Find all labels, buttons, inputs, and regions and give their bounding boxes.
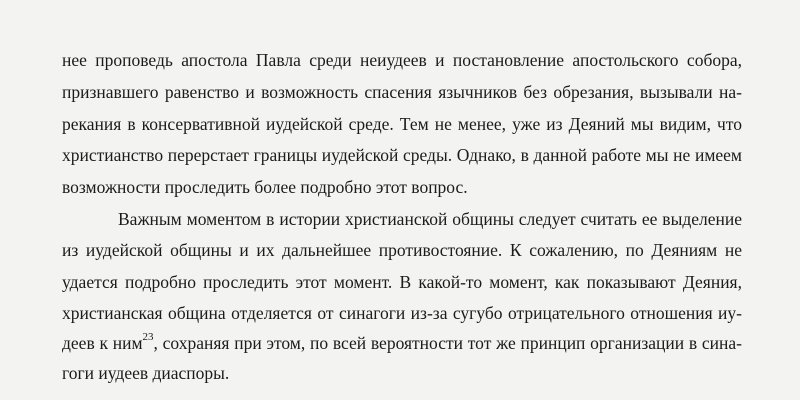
text-line: возможности проследить более подробно этот вопрос. [62,177,468,197]
text-line: из иудейской общины и их дальнейшее противостояние. К сожалению, по Деяниям не [62,240,742,260]
text-line: гоги иудеев диаспоры. [62,363,230,383]
text-segment: деев к ним [62,333,143,353]
text-line: Важным моментом в истории христианской общины следует считать ее выделение [118,209,742,229]
text-line: удается подробно проследить этот момент. В какой-то момент, как показывают Деяния, [62,272,742,292]
text-line: рекания в консервативной иудейской среде. Тем не менее, уже из Деяний мы видим, что [62,114,742,134]
footnote-reference[interactable]: 23 [142,331,154,344]
text-line: христианство перерстает границы иудейской среды. Однако, в данной работе мы не имеем [62,145,742,165]
text-segment: , сохраняя при этом, по всей вероятности тот же принцип организации в сина- [153,333,742,353]
text-line: признавшего равенство и возможность спасения язычников без обрезания, вызывали на- [62,82,742,102]
text-line: христианская община отделяется от синагоги из-за сугубо отрицательного отношения иу- [62,303,742,323]
text-line [62,331,742,355]
text-line: нее проповедь апостола Павла среди неиудеев и постановление апостольского собора, [62,50,742,70]
